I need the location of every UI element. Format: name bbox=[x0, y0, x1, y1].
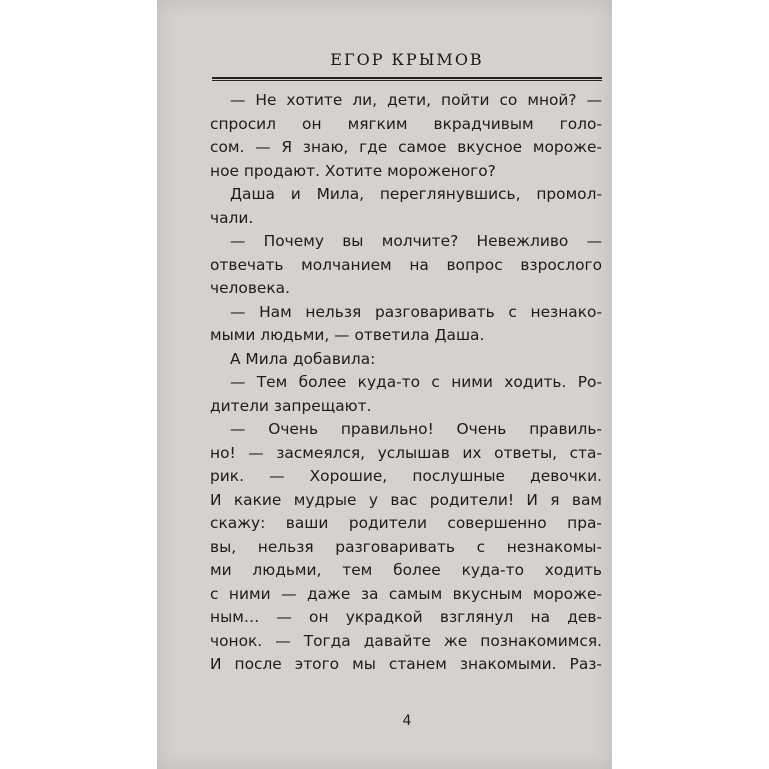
text-line: с ними — даже за самым вкусным мороже- bbox=[210, 584, 602, 603]
text-line: рик. — Хорошие, послушные девочки. bbox=[210, 467, 602, 485]
text-line: — Не хотите ли, дети, пойти со мной? — bbox=[230, 91, 602, 109]
text-line: сом. — Я знаю, где самое вкусное мороже- bbox=[210, 138, 602, 156]
text-line: — Нам нельзя разговаривать с незнако- bbox=[230, 302, 602, 321]
text-line: И какие мудрые у вас родители! И я вам bbox=[210, 490, 602, 509]
header-rule bbox=[212, 77, 602, 81]
text-line: вы, нельзя разговаривать с незнакомы- bbox=[210, 537, 602, 556]
text-line: спросил он мягким вкрадчивым голо- bbox=[210, 114, 602, 133]
text-line: Даша и Мила, переглянувшись, промол- bbox=[230, 185, 602, 203]
text-line: чали. bbox=[210, 208, 254, 227]
text-line: ми людьми, тем более куда-то ходить bbox=[210, 561, 602, 579]
running-header-author: ЕГОР КРЫМОВ bbox=[330, 50, 484, 69]
text-line: отвечать молчанием на вопрос взрослого bbox=[210, 255, 602, 274]
text-line: человека. bbox=[210, 279, 290, 297]
body-text bbox=[210, 89, 602, 677]
text-line: ным… — он украдкой взглянул на дев- bbox=[210, 608, 602, 626]
page-number: 4 bbox=[402, 713, 412, 729]
text-line: мыми людьми, — ответила Даша. bbox=[210, 326, 485, 344]
book-page bbox=[157, 0, 612, 769]
text-line: — Очень правильно! Очень правиль- bbox=[230, 420, 602, 438]
text-line: — Почему вы молчите? Невежливо — bbox=[230, 232, 602, 250]
text-line: дители запрещают. bbox=[210, 396, 372, 415]
text-line: чонок. — Тогда давайте же познакомимся. bbox=[210, 631, 602, 650]
text-line: А Мила добавила: bbox=[230, 349, 376, 368]
text-line: — Тем более куда-то с ними ходить. Ро- bbox=[230, 373, 602, 391]
text-line: ное продают. Хотите мороженого? bbox=[210, 161, 496, 180]
text-line: но! — засмеялся, услышав их ответы, ста- bbox=[210, 443, 602, 462]
text-line: скажу: ваши родители совершенно пра- bbox=[210, 514, 602, 532]
text-line: И после этого мы станем знакомыми. Раз- bbox=[210, 655, 602, 673]
